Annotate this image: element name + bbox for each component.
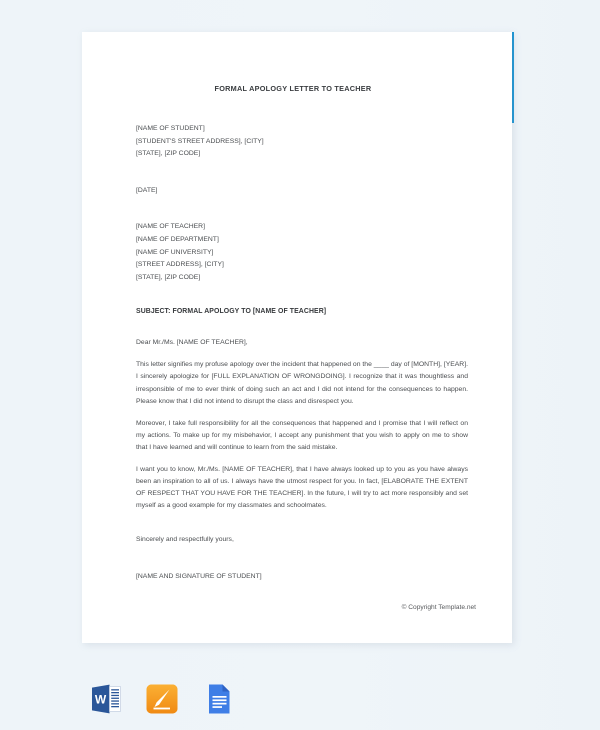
apple-pages-icon[interactable] [142, 679, 182, 719]
sender-line: [STATE], [ZIP CODE] [136, 150, 201, 158]
copyright-footer: © Copyright Template.net [401, 604, 476, 611]
recipient-line: [STREET ADDRESS], [CITY] [136, 261, 224, 269]
letter-body [136, 84, 476, 580]
recipient-line: [NAME OF TEACHER] [136, 223, 205, 231]
closing-line: Sincerely and respectfully yours, [136, 536, 234, 544]
recipient-line: [STATE], [ZIP CODE] [136, 273, 201, 281]
document-page [82, 32, 512, 643]
sender-line: [NAME OF STUDENT] [136, 125, 205, 132]
body-paragraph: Moreover, I take full responsibility for all the consequences that happened and I promise that I will reflect on my actions. To make up for my misbehavior, I accept any punishment that you wish to apply on me to show that I have learned and will continue to learn from the said mistake. [136, 419, 468, 451]
date-line: [DATE] [136, 186, 158, 194]
date-block [136, 185, 476, 198]
sender-line: [STUDENT'S STREET ADDRESS], [CITY] [136, 137, 264, 145]
recipient-address-block [136, 221, 476, 284]
body-paragraph: I want you to know, Mr./Ms. [NAME OF TEACHER], that I have always looked up to you as you have always been an inspiration to all of us. I always have the utmost respect for you. In fact, [ELABORATE THE EXTENT OF RESPECT THAT YOU HAVE FOR THE TEACHER]. In the future, I will try to act more responsibly and set myself as a good example for my classmates and schoolmates. [136, 466, 468, 510]
signature-line: [NAME AND SIGNATURE OF STUDENT] [136, 573, 262, 581]
document-title: FORMAL APOLOGY LETTER TO TEACHER [214, 84, 372, 93]
format-icon-row [86, 679, 238, 719]
salutation: Dear Mr./Ms. [NAME OF TEACHER], [136, 339, 248, 347]
recipient-line: [NAME OF DEPARTMENT] [136, 235, 219, 243]
svg-text:W: W [94, 692, 107, 707]
recipient-line: [NAME OF UNIVERSITY] [136, 248, 214, 256]
microsoft-word-icon[interactable] [86, 679, 126, 719]
subject-line: SUBJECT: FORMAL APOLOGY TO [NAME OF TEACHER] [136, 308, 327, 316]
body-paragraph: This letter signifies my profuse apology over the incident that happened on the ____ day of [MONTH], [YEAR]. I sincerely apologize for [FULL EXPLANATION OF WRONGDOING]. I recognize that it was thoughtless and irresponsible of me to ever think of doing such an act and I did not intend for the consequences to happen. Please know that I did not intend to disrupt the class and disrespect you. [136, 361, 468, 405]
sender-address-block [136, 123, 476, 161]
google-docs-icon[interactable] [198, 679, 238, 719]
